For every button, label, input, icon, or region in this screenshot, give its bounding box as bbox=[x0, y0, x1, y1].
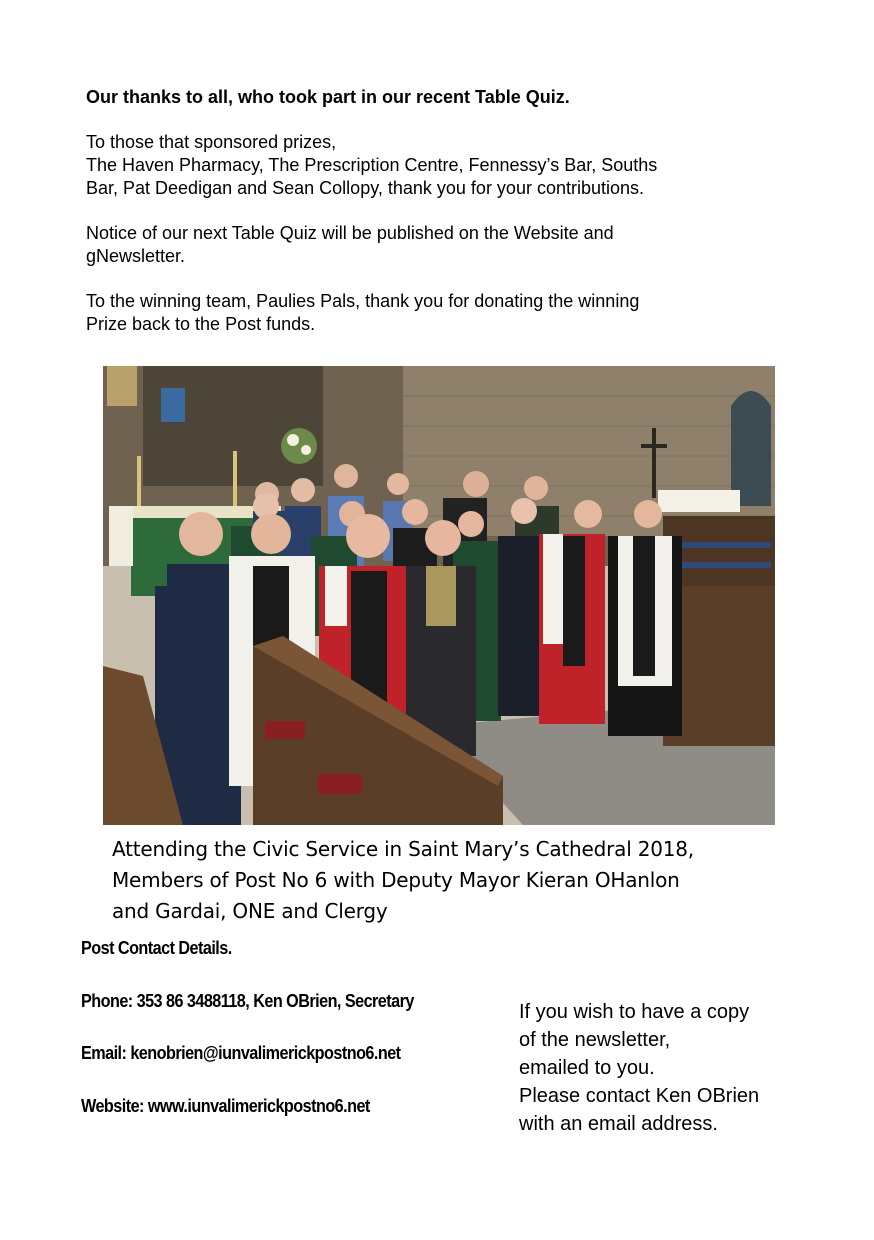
caption-line-1: Attending the Civic Service in Saint Mary’s Cathedral 2018, bbox=[112, 837, 694, 861]
newsletter-note bbox=[519, 998, 819, 1138]
notice-line-1: Notice of our next Table Quiz will be published on the Website and bbox=[86, 223, 614, 243]
headline: Our thanks to all, who took part in our recent Table Quiz. bbox=[86, 87, 570, 107]
contact-heading: Post Contact Details. bbox=[81, 938, 232, 958]
note-line-4: Please contact Ken OBrien bbox=[519, 1085, 760, 1107]
caption-line-3: and Gardai, ONE and Clergy bbox=[112, 899, 388, 923]
note-line-2: of the newsletter, bbox=[519, 1029, 671, 1051]
caption-line-2: Members of Post No 6 with Deputy Mayor Kieran OHanlon bbox=[112, 868, 680, 892]
winner-line-1: To the winning team, Paulies Pals, thank you for donating the winning bbox=[86, 291, 640, 311]
sponsor-line-1: To those that sponsored prizes, bbox=[86, 132, 337, 152]
contact-email: Email: kenobrien@iunvalimerickpostno6.net bbox=[81, 1043, 401, 1063]
group-photo bbox=[103, 366, 775, 825]
contact-phone: Phone: 353 86 3488118, Ken OBrien, Secretary bbox=[81, 991, 414, 1011]
contact-website: Website: www.iunvalimerickpostno6.net bbox=[81, 1096, 370, 1116]
note-line-5: with an email address. bbox=[519, 1113, 718, 1135]
sponsor-line-3: Bar, Pat Deedigan and Sean Collopy, thank you for your contributions. bbox=[86, 178, 645, 198]
winner-line-2: Prize back to the Post funds. bbox=[86, 314, 316, 334]
note-line-3: emailed to you. bbox=[519, 1057, 655, 1079]
sponsor-line-2: The Haven Pharmacy, The Prescription Centre, Fennessy’s Bar, Souths bbox=[86, 155, 658, 175]
notice-line-2: gNewsletter. bbox=[86, 246, 186, 266]
note-line-1: If you wish to have a copy bbox=[519, 1001, 750, 1023]
photo-caption bbox=[112, 834, 792, 927]
intro-text bbox=[86, 86, 786, 336]
